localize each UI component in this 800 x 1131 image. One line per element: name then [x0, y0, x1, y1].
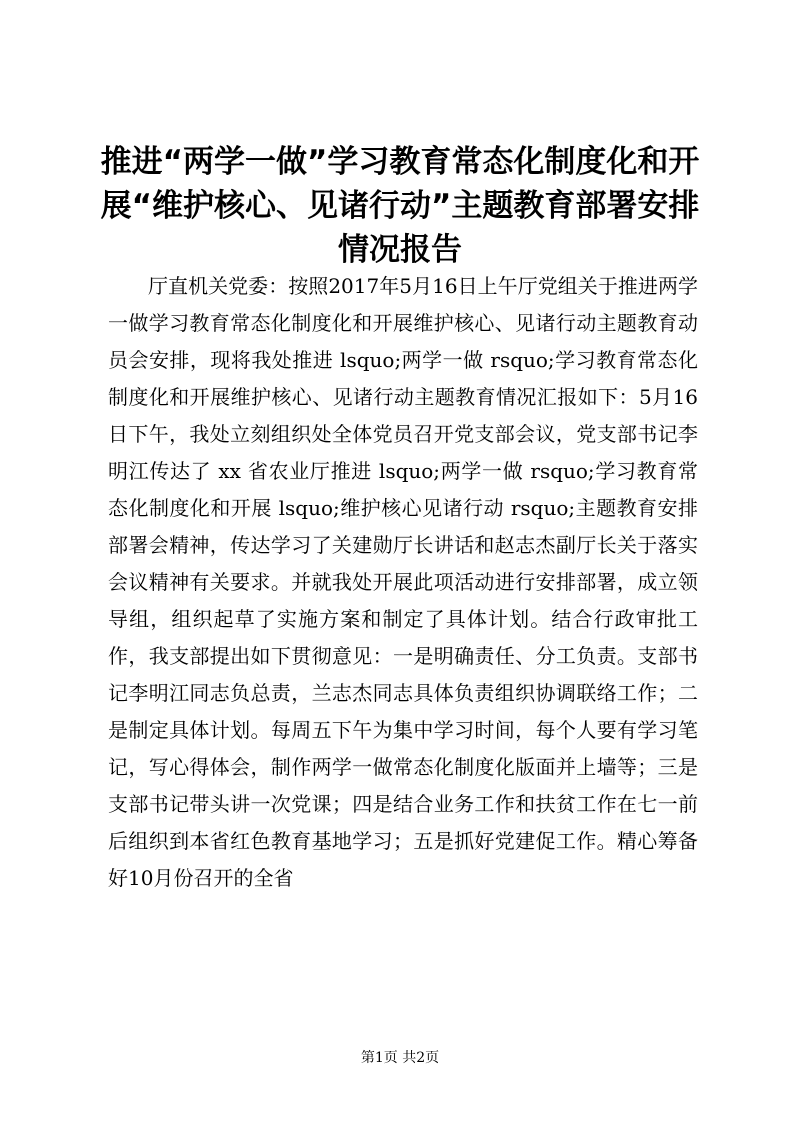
title-line-3: 情况报告	[338, 232, 462, 268]
page-footer: 第1页 共2页	[360, 1050, 440, 1066]
body-paragraph: 厅直机关党委：按照2017年5月16日上午厅党组关于推进两学一做学习教育常态化制度化和开展维护核心、见诸行动主题教育动员会安排，现将我处推进 lsquo;两学一做 rsquo;学习教育常态化制度化和开展维护核心、见诸行动主题教育情况汇报如下：5月16日下午，我处立刻组织处全体党员召开党支部会议，党支部书记李明江传达了 xx 省农业厅推进 lsquo;两学一做 rsquo;学习教育常态化制度化和开展 lsquo;维护核心见诸行动 rsquo;主题教育安排部署会精神，传达学习了关建勋厅长讲话和赵志杰副厅长关于落实会议精神有关要求。并就我处开展此项活动进行安排部署，成立领导组，组织起草了实施方案和制定了具体计划。结合行政审批工作，我支部提出如下贯彻意见：一是明确责任、分工负责。支部书记李明江同志负总责，兰志杰同志具体负责组织协调联络工作；二是制定具体计划。每周五下午为集中学习时间，每个人要有学习笔记，写心得体会，制作两学一做常态化制度化版面并上墙等；三是支部书记带头讲一次党课；四是结合业务工作和扶贫工作在七一前后组织到本省红色教育基地学习；五是抓好党建促工作。精心筹备好10月份召开的全省	[108, 274, 698, 890]
title-line-1: 推进“两学一做”学习教育常态化制度化和开	[100, 144, 700, 180]
document-title	[100, 140, 700, 272]
title-line-2: 展“维护核心、见诸行动”主题教育部署安排	[100, 188, 700, 224]
